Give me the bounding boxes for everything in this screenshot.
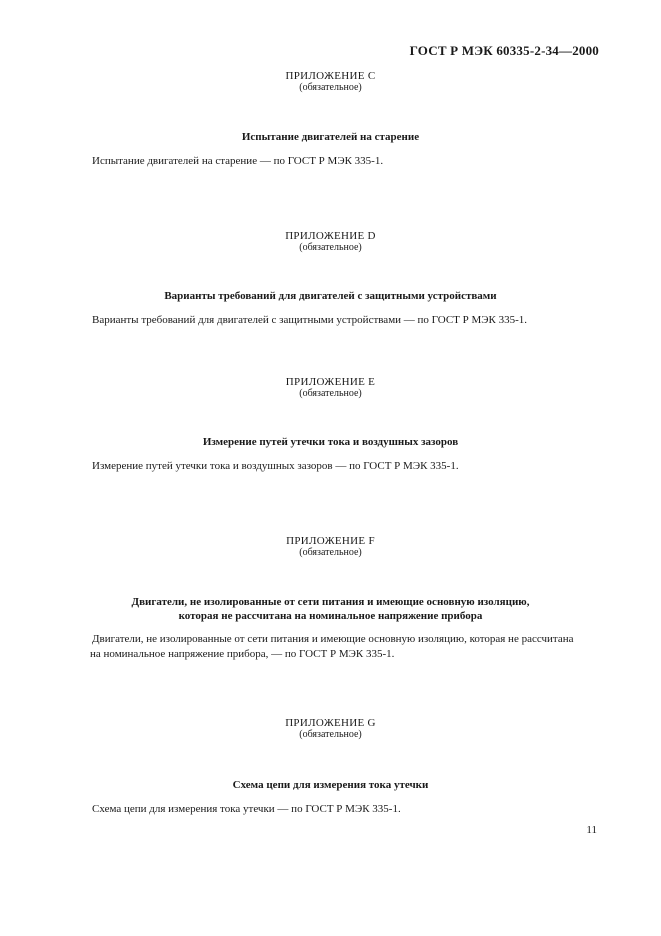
appendix-e-label: ПРИЛОЖЕНИЕ Е [285, 376, 376, 388]
appendix-f-text [92, 632, 597, 662]
appendix-f-text-line-1: Двигатели, не изолированные от сети питания и имеющие основную изоляцию, которая не рассчитана [92, 633, 574, 645]
appendix-e-title-line: Измерение путей утечки тока и воздушных зазоров [202, 436, 459, 448]
appendix-c-heading [0, 70, 661, 94]
appendix-d-heading [0, 230, 661, 254]
appendix-c-title [0, 130, 661, 144]
appendix-c-status: (обязательное) [299, 82, 362, 93]
appendix-f-label: ПРИЛОЖЕНИЕ F [286, 535, 375, 547]
appendix-f-text-line-2: на номинальное напряжение прибора, — по ГОСТ Р МЭК 335-1. [90, 648, 395, 660]
appendix-d-title-line: Варианты требований для двигателей с защитными устройствами [164, 290, 497, 302]
appendix-f-title-line-2: которая не рассчитана на номинальное напряжение прибора [178, 610, 483, 622]
appendix-g-title [0, 778, 661, 792]
appendix-g-heading [0, 717, 661, 741]
appendix-e-heading [0, 376, 661, 400]
appendix-c-title-line: Испытание двигателей на старение [241, 131, 420, 143]
appendix-d-status: (обязательное) [299, 242, 362, 253]
appendix-e-title [0, 435, 661, 449]
appendix-f-status: (обязательное) [299, 547, 362, 558]
appendix-c-text: Испытание двигателей на старение — по ГОСТ Р МЭК 335-1. [92, 155, 384, 167]
document-code: ГОСТ Р МЭК 60335-2-34—2000 [409, 43, 599, 58]
appendix-d-text: Варианты требований для двигателей с защитными устройствами — по ГОСТ Р МЭК 335-1. [92, 314, 528, 326]
appendix-g-text: Схема цепи для измерения тока утечки — по ГОСТ Р МЭК 335-1. [92, 803, 401, 815]
appendix-f-title [0, 595, 661, 623]
appendix-f-heading [0, 535, 661, 559]
appendix-e-text: Измерение путей утечки тока и воздушных зазоров — по ГОСТ Р МЭК 335-1. [92, 460, 459, 472]
appendix-e-status: (обязательное) [299, 388, 362, 399]
appendix-d-title [0, 289, 661, 303]
appendix-g-status: (обязательное) [299, 729, 362, 740]
page-number: 11 [586, 824, 597, 836]
appendix-c-label: ПРИЛОЖЕНИЕ С [285, 70, 376, 82]
appendix-g-title-line: Схема цепи для измерения тока утечки [232, 779, 429, 791]
appendix-g-label: ПРИЛОЖЕНИЕ G [285, 717, 376, 729]
appendix-d-label: ПРИЛОЖЕНИЕ D [285, 230, 376, 242]
appendix-f-title-line-1: Двигатели, не изолированные от сети питания и имеющие основную изоляцию, [131, 596, 530, 608]
